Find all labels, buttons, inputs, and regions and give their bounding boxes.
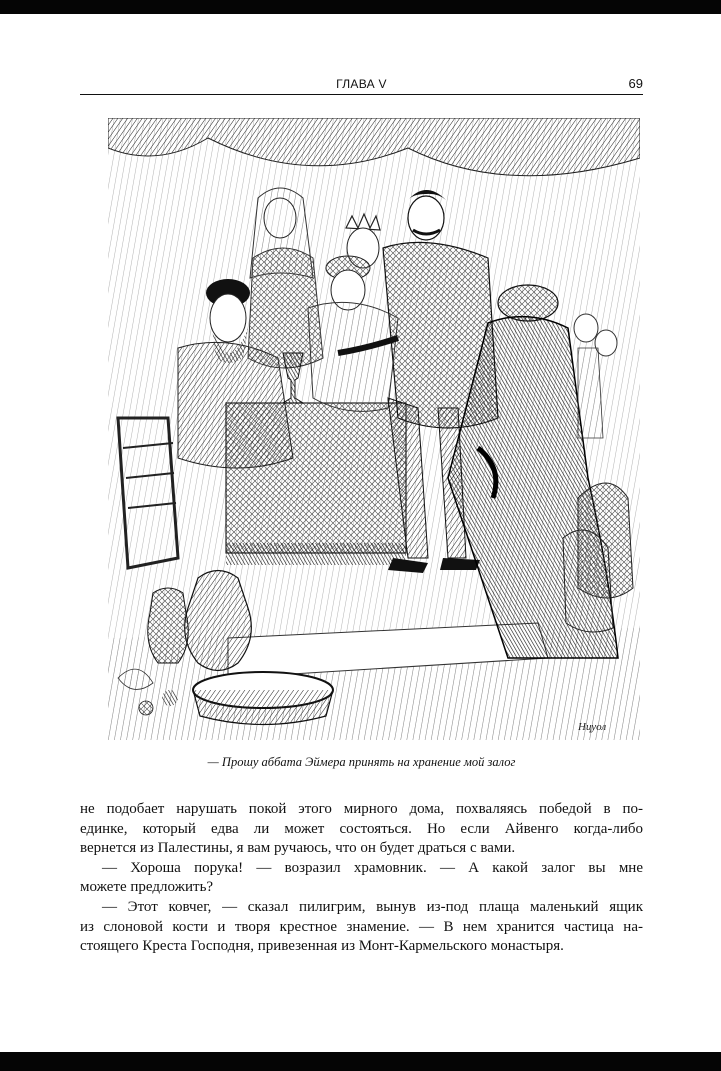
text-line: из слоновой кости и творя крестное знамение. — В нем хранится частица на- [80, 918, 643, 935]
child-head [574, 314, 598, 342]
chapter-title: ГЛАВА V [336, 77, 387, 91]
body-text [80, 800, 643, 957]
abbot-head [210, 294, 246, 342]
text-line: стоящего Креста Господня, привезенная из Монт-Кармельского монастыря. [80, 938, 564, 955]
text-line: единке, который едва ли может состояться. Но если Айвенго когда-либо [80, 820, 643, 837]
engraving-illustration [108, 118, 640, 740]
text-line: — Хороша порука! — возразил храмовник. — А какой залог вы мне [102, 859, 643, 876]
header-rule [80, 94, 643, 95]
text-line: вернется из Палестины, я вам ручаюсь, что он будет драться с вами. [80, 840, 516, 857]
bottom-black-bar [0, 1052, 721, 1071]
fruit-2 [139, 701, 153, 715]
text-line: — Этот ковчег, — сказал пилигрим, вынув из-под плаща маленький ящик [102, 898, 643, 915]
illustration-caption: — Прошу аббата Эймера принять на хранение мой залог [207, 755, 516, 769]
dog-2 [563, 530, 613, 632]
running-head [80, 76, 643, 94]
turbaned-man-robe [308, 302, 398, 411]
artist-signature: Нцуол [578, 721, 607, 733]
table-fringe [226, 543, 406, 565]
text-line: можете предложить? [80, 879, 214, 896]
pilgrim-hat [498, 285, 558, 321]
page-number: 69 [628, 76, 643, 91]
small-vase [148, 588, 188, 663]
basin-body [193, 690, 333, 725]
fruit [162, 690, 178, 706]
text-line: не подобает нарушать покой этого мирного дома, похваляясь победой в по- [80, 801, 643, 817]
top-black-bar [0, 0, 721, 14]
